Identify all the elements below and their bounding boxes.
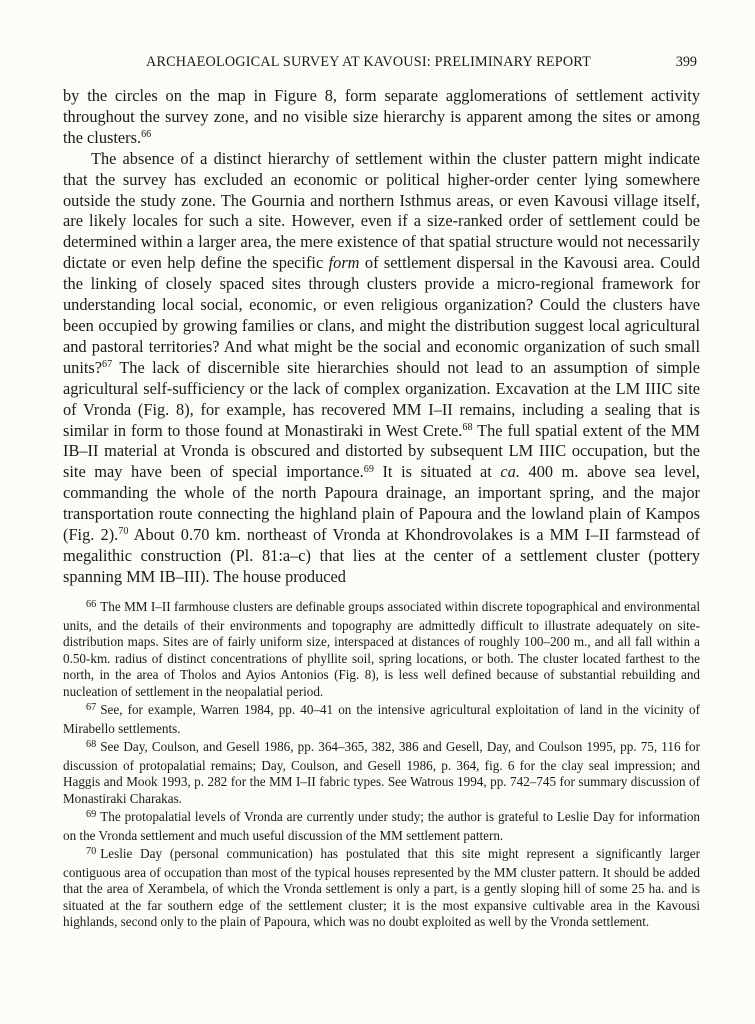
- footnote-70: [63, 846, 700, 931]
- page-number: 399: [675, 54, 697, 70]
- body-text: [63, 86, 700, 588]
- footnote-number: 67: [86, 702, 97, 714]
- paragraph-2-text-2: of settlement dispersal in the Kavousi area. Could the linking of closely spaced sites through clusters provide a micro-regional framework for understanding local social, economic, or even religious organization? Could the clusters have been occupied by growing families or clans, and might the distribution suggest local agricultural and pastoral territories? And what might be the social and economic organization of such small units?: [63, 253, 700, 377]
- paragraph-2-text-1: The absence of a distinct hierarchy of settlement within the cluster pattern might indicate that the survey has excluded an economic or political higher-order center lying somewhere outside the study zone. The Gournia and northern Isthmus areas, or even Kavousi village itself, are likely locales for such a site. However, even if a size-ranked order of settlement could be determined within a larger area, the mere existence of that spatial structure would not necessarily dictate or even help define the specific: [63, 148, 700, 273]
- running-title: ARCHAEOLOGICAL SURVEY AT KAVOUSI: PRELIMINARY REPORT: [146, 54, 591, 70]
- footnote-text: See, for example, Warren 1984, pp. 40–41 on the intensive agricultural exploitation of land in the vicinity of Mirabello settlements.: [63, 702, 700, 736]
- running-head: [63, 54, 700, 76]
- footnote-ref-69[interactable]: 69: [363, 463, 374, 475]
- footnote-number: 69: [86, 809, 97, 821]
- paragraph-2-text-6: 400 m. above sea level, commanding the whole of the north Papoura drainage, an important spring, and the major transportation route connecting the highland plain of Papoura and the lowland plain of Kampos (Fig. 2).: [63, 462, 700, 545]
- paragraph-2-text-7: About 0.70 km. northeast of Vronda at Khondrovolakes is a MM I–II farmstead of megalithic construction (Pl. 81:a–c) that lies at the center of a settlement cluster (pottery spanning MM IB–III). The house produced: [63, 525, 700, 586]
- footnote-67: [63, 702, 700, 737]
- footnote-text: Leslie Day (personal communication) has postulated that this site might represent a significantly larger contiguous area of occupation than most of the typical houses represented by the MM cluster pattern. It should be added that the area of Xerambela, of which the Vronda settlement is only a part, is a gently sloping hill of some 25 ha. and is situated at the far southern edge of the settlement cluster; it is the most expansive cultivable area in the Kavousi highlands, second only to the plain of Papoura, which was no doubt exploited as well by the Vronda settlement.: [63, 846, 700, 929]
- footnote-ref-67[interactable]: 67: [102, 359, 113, 371]
- footnote-number: 68: [86, 739, 97, 751]
- footnote-text: The protopalatial levels of Vronda are currently under study; the author is grateful to Leslie Day for information on the Vronda settlement and much useful discussion of the MM settlement pattern.: [63, 809, 700, 843]
- footnote-66: [63, 599, 700, 700]
- paragraph-2-text-5: It is situated at: [373, 462, 501, 482]
- footnote-ref-66[interactable]: 66: [141, 129, 152, 141]
- footnote-text: See Day, Coulson, and Gesell 1986, pp. 364–365, 382, 386 and Gesell, Day, and Coulson 1995, pp. 75, 116 for discussion of protopalatial remains; Day, Coulson, and Gesell 1986, p. 364, fig. 6 for the clay seal impression; and Haggis and Mook 1993, p. 282 for the MM I–II fabric types. See Watrous 1994, pp. 742–745 for summary discussion of Monastiraki Charakas.: [63, 739, 700, 806]
- footnote-number: 70: [86, 846, 97, 858]
- footnote-number: 66: [86, 599, 97, 611]
- paragraph-1: [63, 86, 700, 149]
- footnote-ref-70[interactable]: 70: [118, 526, 129, 538]
- paragraph-2: [63, 149, 700, 588]
- paragraph-2-text-4: The full spatial extent of the MM IB–II material at Vronda is obscured and distorted by subsequent LM IIIC occupation, but the site may have been of special importance.: [63, 420, 700, 482]
- footnotes: [63, 599, 700, 933]
- paragraph-1-text: by the circles on the map in Figure 8, form separate agglomerations of settlement activity throughout the survey zone, and no visible size hierarchy is apparent among the sites or among the clusters.: [63, 86, 700, 147]
- emphasis-ca: ca.: [500, 462, 520, 482]
- paragraph-2-text-3: The lack of discernible site hierarchies should not lead to an assumption of simple agricultural self-sufficiency or the lack of complex organization. Excavation at the LM IIIC site of Vronda (Fig. 8), for example, has recovered MM I–II remains, including a sealing that is similar in form to those found at Monastiraki in West Crete.: [63, 357, 700, 440]
- emphasis-form: form: [328, 253, 360, 273]
- footnote-ref-68[interactable]: 68: [462, 421, 473, 433]
- footnote-69: [63, 809, 700, 844]
- footnote-text: The MM I–II farmhouse clusters are definable groups associated within discrete topographical and environmental units, and the details of their environments and topography are admittedly difficult to illustrate adequately on site-distribution maps. Sites are of fairly uniform size, interspaced at distances of roughly 100–200 m., and all fall within a 0.50-km. radius of distinct concentrations of phyllite soil, spring locations, or both. The cluster located farthest to the north, in the area of Tholos and Ayios Antonios (Fig. 8), is less well defined because of substantial rebuilding and nucleation of settlement in the neopalatial period.: [63, 599, 700, 699]
- footnote-68: [63, 739, 700, 807]
